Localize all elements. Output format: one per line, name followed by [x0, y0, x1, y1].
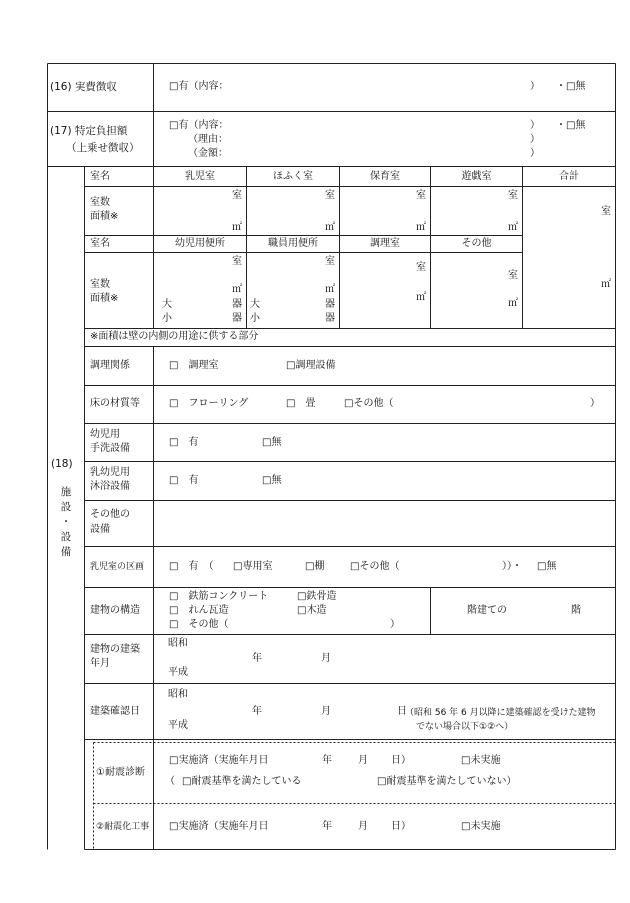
built-era-heisei: 平成: [168, 667, 188, 678]
rooms2-name-3: その他: [461, 238, 492, 249]
rooms2-room-unit-1: 室: [325, 256, 335, 267]
rooms1-room-unit-2: 室: [416, 190, 426, 201]
diagnosis-not-done-checkbox[interactable]: □未実施: [461, 755, 501, 766]
rooms2-room-unit-2: 室: [416, 262, 426, 273]
diagnosis-day-unit: 日）: [391, 755, 411, 766]
diagnosis-label: ①耐震診断: [96, 767, 145, 778]
bath-yes-checkbox[interactable]: □ 有: [169, 475, 199, 486]
facility-title-char-1: 設: [60, 501, 72, 513]
toilet-small-unit-1: 器: [325, 313, 335, 324]
toilet-large-unit-1: 器: [325, 299, 335, 310]
infant-room-close: ））・: [502, 561, 522, 572]
toilet-small-label-1: 小: [250, 313, 260, 324]
rooms1-room-unit-1: 室: [325, 190, 335, 201]
infant-room-other-checkbox[interactable]: □その他（: [350, 561, 400, 572]
rooms1-row-label-area: 面積※: [90, 211, 119, 222]
retrofit-day-unit: 日）: [391, 821, 411, 832]
rooms1-area-unit-1: ㎡: [325, 222, 335, 233]
facility-title-char-3: 設: [60, 531, 72, 543]
fee-paren: ）: [530, 81, 540, 92]
diagnosis-year-unit: 年: [322, 755, 332, 766]
diagnosis-not-meets-checkbox[interactable]: □耐震基準を満たしていない）: [377, 776, 517, 787]
rooms2-area-unit-2: ㎡: [416, 292, 426, 303]
rooms1-area-unit-2: ㎡: [416, 222, 426, 233]
burden-paren-1: ）: [530, 120, 540, 131]
rooms2-area-unit-1: ㎡: [325, 284, 335, 295]
fee-label: (16) 実費徴収: [50, 81, 117, 93]
structure-brick-checkbox[interactable]: □ れん瓦造: [169, 605, 229, 616]
floor-flooring-checkbox[interactable]: □ フローリング: [169, 398, 249, 409]
toilet-large-unit-0: 器: [232, 299, 242, 310]
cooking-equipment-checkbox[interactable]: □調理設備: [286, 360, 336, 371]
built-year-unit: 年: [252, 653, 262, 664]
retrofit-done-checkbox[interactable]: □実施済（実施年月日: [169, 821, 269, 832]
retrofit-not-done-checkbox[interactable]: □未実施: [461, 821, 501, 832]
infant-room-yes-checkbox[interactable]: □ 有 （: [169, 561, 214, 572]
burden-reason-label: （理由：: [188, 134, 228, 145]
rooms2-area-unit-0: ㎡: [232, 284, 242, 295]
fee-yes-checkbox[interactable]: □有（内容：: [169, 81, 229, 92]
structure-rc-checkbox[interactable]: □ 鉄筋コンクリート: [169, 591, 269, 602]
rooms2-name-2: 調理室: [370, 238, 400, 249]
burden-paren-2: ）: [530, 134, 540, 145]
diagnosis-done-checkbox[interactable]: □実施済（実施年月日: [169, 755, 269, 766]
floor-other-close: ）: [590, 398, 600, 409]
confirm-era-showa: 昭和: [168, 689, 188, 700]
burden-yes-checkbox[interactable]: □有（内容：: [169, 120, 229, 131]
infant-room-label: 乳児室の区画: [90, 562, 145, 572]
handwash-label: 幼児用: [90, 429, 120, 440]
facility-number: (18): [51, 458, 73, 470]
cooking-room-checkbox[interactable]: □ 調理室: [169, 360, 219, 371]
rooms1-area-unit-3: ㎡: [508, 222, 518, 233]
bath-label-2: 沐浴設備: [90, 481, 130, 492]
burden-paren-3: ）: [530, 148, 540, 159]
structure-label: 建物の構造: [90, 605, 140, 616]
rooms1-room-unit-0: 室: [232, 190, 242, 201]
facility-title-char-4: 備: [60, 546, 72, 558]
diagnosis-paren-open: （: [165, 776, 175, 787]
floor-label: 床の材質等: [90, 398, 140, 409]
rooms1-total: 合計: [559, 171, 579, 182]
handwash-label-2: 手洗設備: [90, 443, 130, 454]
built-month-unit: 月: [321, 653, 331, 664]
rooms1-name-1: ほふく室: [273, 171, 313, 182]
confirm-era-heisei: 平成: [168, 720, 188, 731]
retrofit-label: ②耐震化工事: [96, 822, 150, 832]
rooms1-name-3: 遊戯室: [461, 171, 492, 182]
floor-other-checkbox[interactable]: □その他（: [344, 398, 394, 409]
retrofit-year-unit: 年: [322, 821, 332, 832]
handwash-yes-checkbox[interactable]: □ 有: [169, 437, 199, 448]
built-era-showa: 昭和: [168, 638, 188, 649]
other-equipment-label-2: 設備: [90, 524, 110, 535]
bath-no-checkbox[interactable]: □無: [262, 475, 282, 486]
toilet-large-label-0: 大: [162, 299, 172, 310]
burden-amount-label: （金額：: [188, 148, 228, 159]
rooms2-name-0: 幼児用便所: [175, 238, 225, 249]
structure-other-checkbox[interactable]: □ その他（: [169, 619, 229, 630]
confirm-label: 建築確認日: [90, 706, 140, 717]
rooms2-room-unit-3: 室: [508, 270, 518, 281]
confirm-note-2: でない場合以下①②へ）: [416, 722, 514, 732]
rooms-total-room-unit: 室: [601, 206, 611, 217]
rooms2-room-unit-0: 室: [232, 256, 242, 267]
confirm-day-unit: 日: [397, 706, 407, 717]
toilet-large-label-1: 大: [250, 299, 260, 310]
rooms2-row-label-area: 面積※: [90, 293, 119, 304]
toilet-small-label-0: 小: [162, 313, 172, 324]
burden-no-checkbox[interactable]: ・□無: [556, 120, 586, 131]
infant-room-shelf-checkbox[interactable]: □棚: [305, 561, 325, 572]
structure-floors-label: 階建ての: [467, 605, 507, 616]
diagnosis-month-unit: 月: [358, 755, 368, 766]
rooms-total-area-unit: ㎡: [601, 279, 611, 290]
rooms2-row-label: 室数: [90, 279, 110, 290]
burden-label: (17) 特定負担額: [50, 125, 128, 137]
structure-steel-checkbox[interactable]: □鉄骨造: [297, 591, 337, 602]
facility-title-char-2: ・: [60, 516, 72, 528]
confirm-note: （昭和 56 年 6 月以降に建築確認を受けた建物: [405, 708, 596, 718]
confirm-month-unit: 月: [321, 706, 331, 717]
fee-no-checkbox[interactable]: ・□無: [556, 81, 586, 92]
other-equipment-label: その他の: [90, 509, 130, 520]
rooms2-area-unit-3: ㎡: [508, 298, 518, 309]
rooms1-name-2: 保育室: [370, 171, 400, 182]
structure-floor-unit: 階: [571, 605, 581, 616]
burden-label-sub: （上乗せ徴収）: [66, 142, 140, 154]
structure-other-close: ）: [390, 619, 400, 630]
built-label-2: 年月: [90, 658, 110, 669]
infant-room-no-checkbox[interactable]: □無: [537, 561, 557, 572]
rooms2-name-1: 職員用便所: [268, 238, 318, 249]
rooms2-head-label: 室名: [90, 238, 110, 249]
rooms1-row-label: 室数: [90, 197, 110, 208]
area-note: ※面積は壁の内側の用途に供する部分: [90, 331, 259, 342]
rooms1-area-unit-0: ㎡: [232, 222, 242, 233]
facility-title-char-0: 施: [60, 486, 72, 498]
floor-tatami-checkbox[interactable]: □ 畳: [286, 398, 316, 409]
toilet-small-unit-0: 器: [232, 313, 242, 324]
structure-wood-checkbox[interactable]: □木造: [297, 605, 327, 616]
diagnosis-meets-checkbox[interactable]: □耐震基準を満たしている: [182, 776, 302, 787]
built-label: 建物の建築: [90, 644, 140, 655]
handwash-no-checkbox[interactable]: □無: [262, 437, 282, 448]
infant-room-dedicated-checkbox[interactable]: □専用室: [233, 561, 273, 572]
cooking-label: 調理関係: [90, 360, 130, 371]
confirm-year-unit: 年: [252, 706, 262, 717]
bath-label: 乳幼児用: [90, 467, 130, 478]
rooms1-room-unit-3: 室: [508, 190, 518, 201]
retrofit-month-unit: 月: [358, 821, 368, 832]
rooms1-name-0: 乳児室: [185, 171, 215, 182]
rooms1-head-label: 室名: [90, 171, 110, 182]
